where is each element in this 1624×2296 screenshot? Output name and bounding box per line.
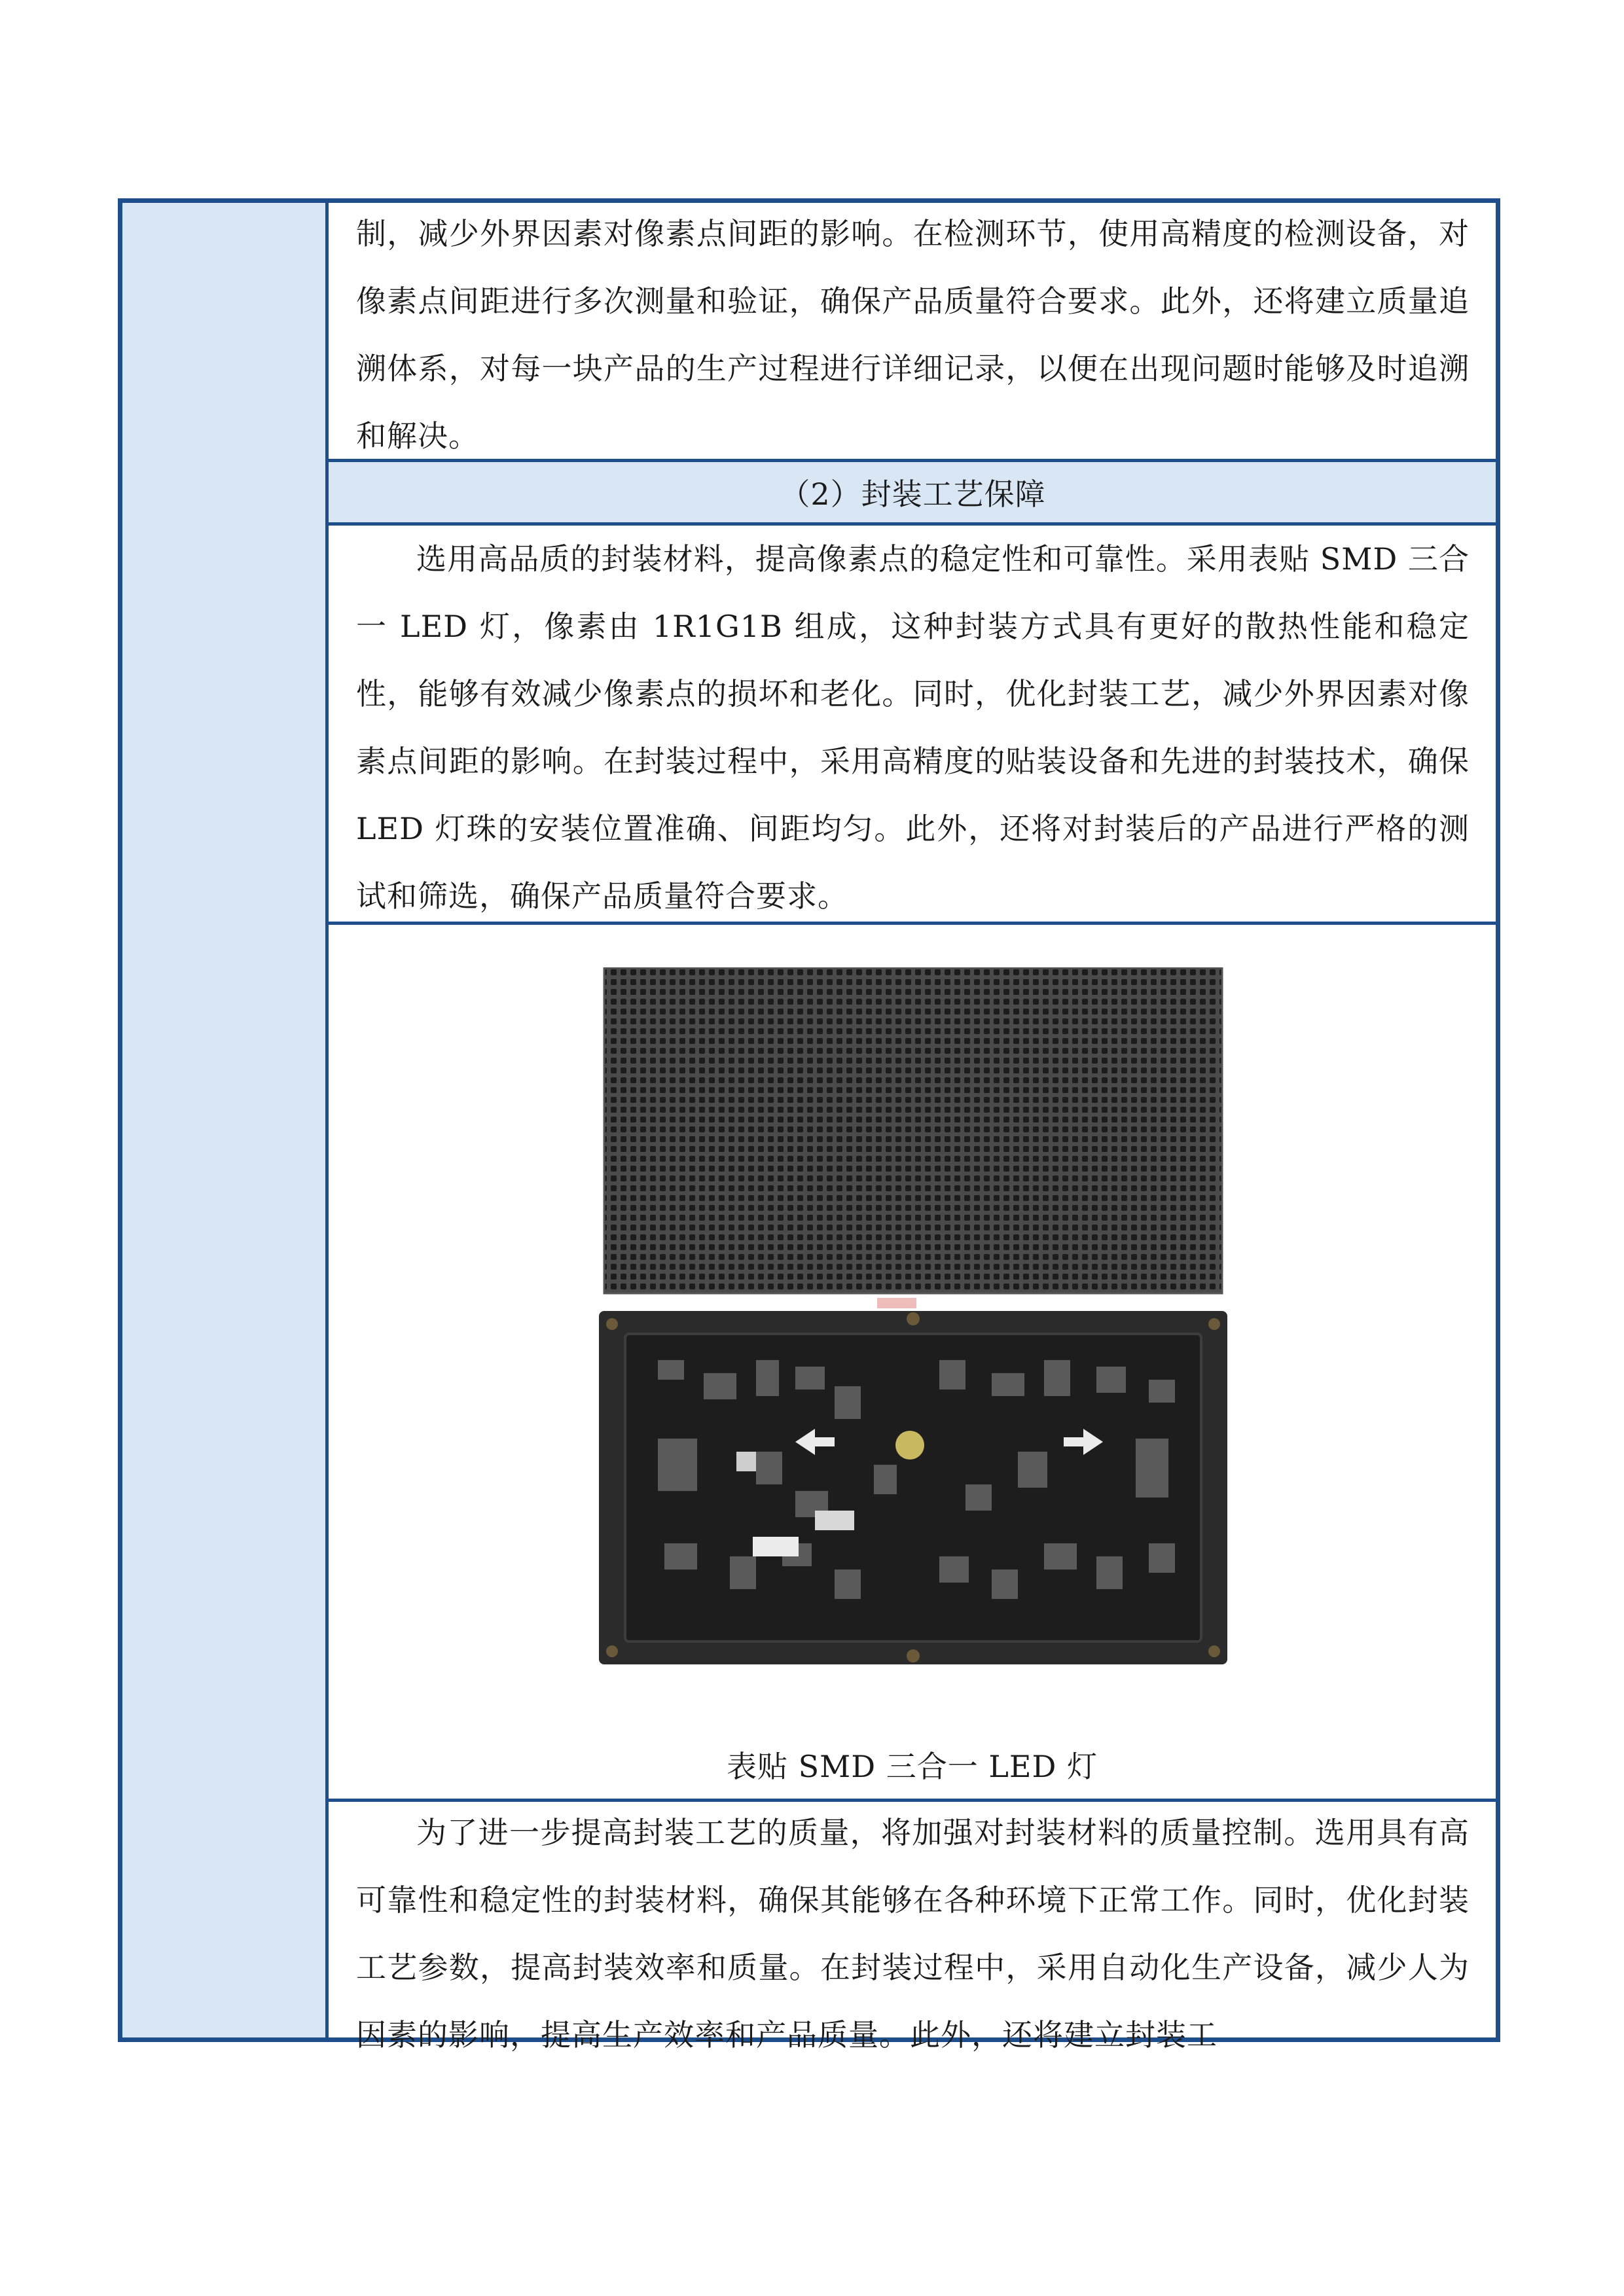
continued-text-cell — [329, 203, 1496, 462]
paragraph-2-cell — [329, 1802, 1496, 2053]
led-front-panel — [604, 967, 1222, 1293]
paragraph-1-cell — [329, 526, 1496, 925]
led-module-image — [599, 967, 1227, 1668]
figure-caption: 表贴 SMD 三合一 LED 灯 — [727, 1749, 1098, 1784]
continued-paragraph: 制，减少外界因素对像素点间距的影响。在检测环节，使用高精度的检测设备，对像素点间距进行多次测量和验证，确保产品质量符合要求。此外，还将建立质量追溯体系，对每一块产品的生产过程进行详细记录，以便在出现问题时能够及时追溯和解决。 — [356, 216, 1470, 454]
figure-cell — [329, 925, 1496, 1802]
section-heading-cell — [329, 462, 1496, 526]
content-table — [118, 198, 1500, 2053]
led-back-panel — [599, 1311, 1227, 1664]
table-left-column — [122, 203, 329, 2037]
paragraph-2: 为了进一步提高封装工艺的质量，将加强对封装材料的质量控制。选用具有高可靠性和稳定性的封装材料，确保其能够在各种环境下正常工作。同时，优化封装工艺参数，提高封装效率和质量。在封装过程中，采用自动化生产设备，减少人为因素的影响，提高生产效率和产品质量。此外，还将建立封装工 — [356, 1815, 1470, 2053]
paragraph-1: 选用高品质的封装材料，提高像素点的稳定性和可靠性。采用表贴 SMD 三合一 LED 灯，像素由 1R1G1B 组成，这种封装方式具有更好的散热性能和稳定性，能够有效减少像素点的损坏和老化。同时，优化封装工艺，减少外界因素对像素点间距的影响。在封装过程中，采用高精度的贴装设备和先进的封装技术，确保 LED 灯珠的安装位置准确、间距均匀。此外，还将对封装后的产品进行严格的测试和筛选，确保产品质量符合要求。 — [356, 541, 1470, 914]
section-heading: （2）封装工艺保障 — [780, 476, 1046, 512]
